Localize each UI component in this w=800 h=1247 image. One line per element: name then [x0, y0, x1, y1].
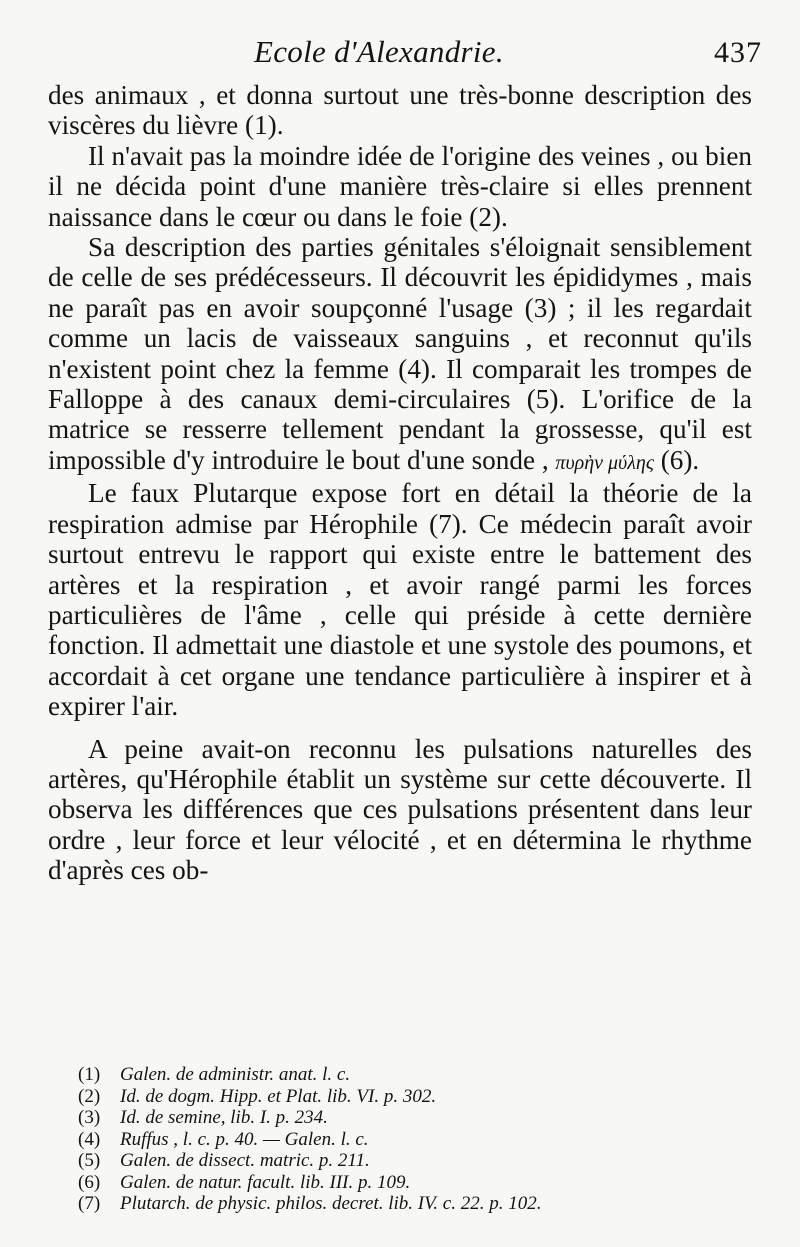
footnote: [78, 1172, 758, 1194]
paragraph: [48, 478, 752, 721]
footnote: [78, 1064, 758, 1086]
paragraph-text: Le faux Plutarque expose fort en détail la théorie de la respiration admise par Hérophile (7). Ce médecin paraît avoir surtout entrevu le rapport qui existe entre le battement des artères et la respiration , et avoir rangé parmi les forces particulières de l'âme , celle qui préside à cette dernière fonction. Il admettait une diastole et une systole des poumons, et accordait à cet organe une tendance particulière à inspirer et à expirer l'air.: [48, 478, 752, 722]
footnote-text: Ruffus , l. c. p. 40. — Galen. l. c.: [120, 1128, 369, 1150]
footnote-number: (6): [78, 1171, 101, 1193]
footnote-number: (1): [78, 1064, 101, 1085]
paragraph: [48, 232, 752, 478]
footnote: [78, 1107, 758, 1129]
footnote-number: (3): [78, 1107, 101, 1128]
footnote-number: (2): [78, 1085, 101, 1107]
footnote-text: Plutarch. de physic. philos. decret. lib. IV. c. 22. p. 102.: [120, 1193, 542, 1214]
greek-quotation: πυρὴν μύλης: [555, 451, 654, 474]
paragraph: [48, 141, 752, 232]
footnote-text: Id. de dogm. Hipp. et Plat. lib. VI. p. 302.: [120, 1085, 437, 1107]
body-text: [48, 80, 752, 886]
footnotes: [78, 1064, 758, 1215]
footnote: [78, 1150, 758, 1172]
paragraph-text: Sa description des parties génitales s'éloignait sensiblement de celle de ses prédécesseurs. Il découvrit les épididymes , mais ne paraît pas en avoir soupçonné l'usage (3) ; il les regardait comme un lacis de vaisseaux sanguins , et reconnut qu'ils n'existent point chez la femme (4). Il comparait les trompes de Falloppe à des canaux demi-circulaires (5). L'orifice de la matrice se resserre tellement pendant la grossesse, qu'il est impossible d'y introduire le bout d'une sonde ,: [48, 232, 752, 475]
footnote-text: Id. de semine, lib. I. p. 234.: [120, 1107, 328, 1128]
footnote: [78, 1129, 758, 1151]
paragraph: [48, 80, 752, 141]
paragraph-text: des animaux , et donna surtout une très-bonne description des viscères du lièvre (1).: [48, 80, 752, 141]
footnote-text: Galen. de dissect. matric. p. 211.: [120, 1150, 370, 1171]
footnote-number: (7): [78, 1193, 101, 1214]
paragraph-text: A peine avait-on reconnu les pulsations naturelles des artères, qu'Hérophile établit un système sur cette découverte. Il observa les différences que ces pulsations présentent dans leur ordre , leur force et leur vélocité , et en détermina le rhythme d'après ces ob-: [48, 733, 752, 886]
paragraph: [48, 734, 752, 886]
running-head: [0, 34, 800, 78]
page-number: 437: [714, 36, 762, 69]
footnote-number: (4): [78, 1128, 101, 1150]
footnote: [78, 1193, 758, 1215]
paragraph-text: Il n'avait pas la moindre idée de l'origine des veines , ou bien il ne décida point d'une manière très-claire si elles prennent naissance dans le cœur ou dans le foie (2).: [48, 140, 752, 232]
footnote-text: Galen. de administr. anat. l. c.: [120, 1064, 351, 1085]
footnote: [78, 1086, 758, 1108]
footnote-number: (5): [78, 1150, 101, 1171]
paragraph-text-end: (6).: [653, 444, 700, 475]
running-title: Ecole d'Alexandrie.: [254, 34, 504, 69]
footnote-text: Galen. de natur. facult. lib. III. p. 109.: [120, 1171, 411, 1193]
